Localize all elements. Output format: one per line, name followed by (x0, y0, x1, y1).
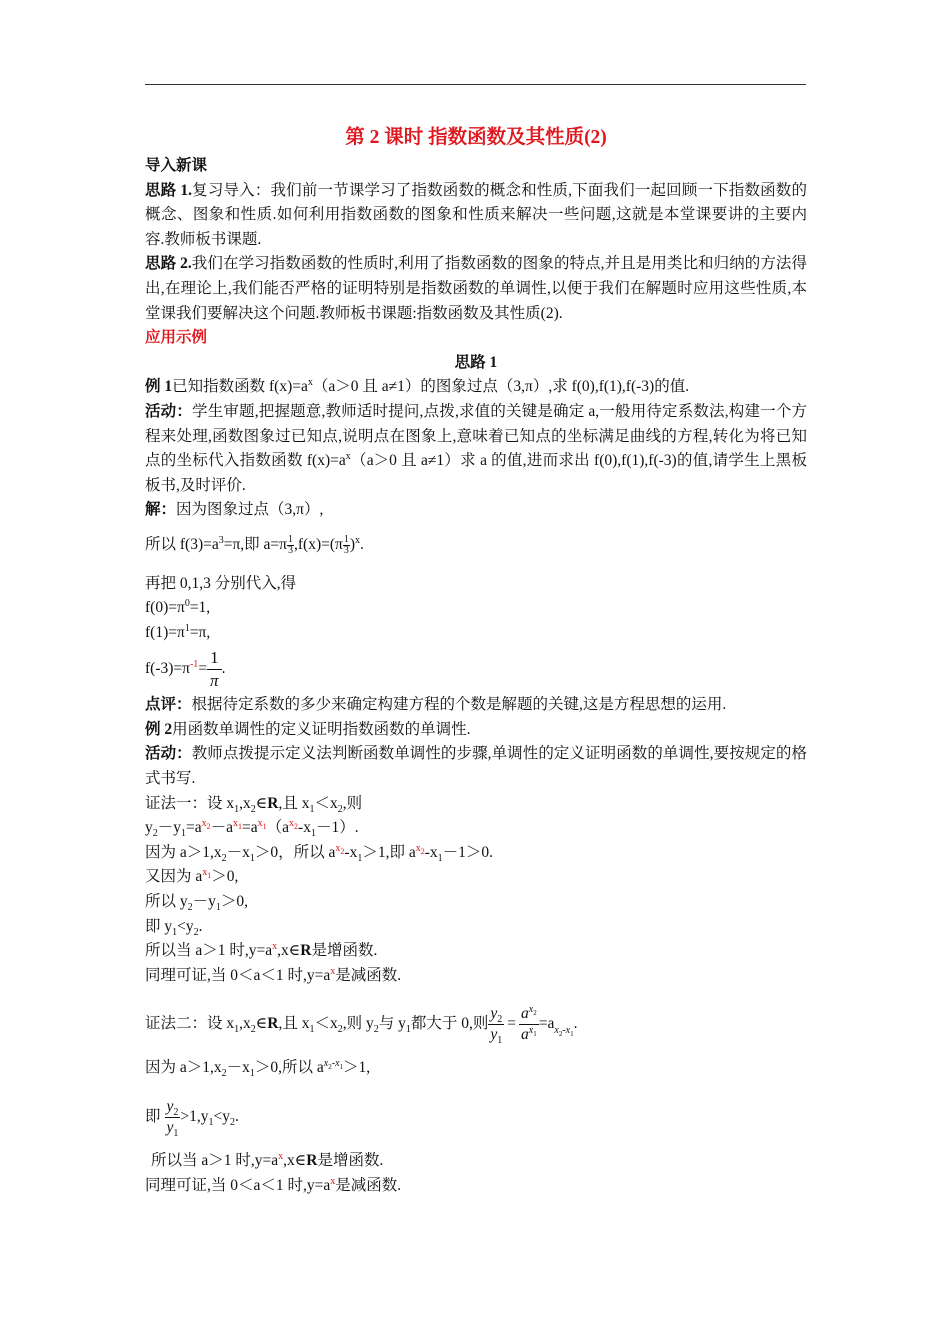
p2-l3-b: >1,y (180, 1108, 209, 1125)
p1-l4-exp-x: x (202, 867, 208, 879)
p2-fa-den-exp (528, 1025, 537, 1039)
p1-l2-g: -x (298, 819, 311, 837)
ex1-frac-den-2: 3 (343, 544, 349, 556)
p1-l7-b: ,x∈ (277, 942, 301, 960)
p2-l4-b: ,x∈ (283, 1152, 307, 1169)
p1-l1-c: ∈ (255, 794, 268, 812)
p1-l6-a: 即 y (145, 917, 173, 935)
p1-l1-e: ＜x (314, 794, 338, 812)
ex1-fm3-b: = (198, 660, 208, 678)
p1-l3-c: ＞0，所以 a (254, 843, 336, 861)
p1-l3-exp2-s: 2 (420, 846, 425, 856)
ex1-f1 (145, 621, 807, 646)
p2-l2-c: ＞0,所以 a (254, 1059, 324, 1077)
p2-ed-s1: 1 (570, 1029, 574, 1038)
p1-l2-exp4-s: 2 (294, 822, 299, 832)
ex1-comment-text: 根据待定系数的多少来确定构建方程的个数是解题的关键,这是方程思想的运用. (191, 696, 727, 714)
ex1-sup-3: 3 (218, 534, 224, 546)
ex1-fm3-c: . (221, 660, 226, 678)
p2-fy1-s: 1 (497, 1035, 503, 1047)
p2-frac-y-den (488, 1025, 504, 1045)
p1-l3-s1c: 1 (437, 852, 443, 864)
p1-l7-a: 所以当 a＞1 时,y=a (145, 942, 273, 960)
p2-l1-e: ＜x (314, 1015, 338, 1033)
p1-l7-sup: x (272, 941, 278, 953)
p2-l1-s1c: 1 (405, 1024, 411, 1036)
p2-l2-ex1: x (323, 1058, 329, 1070)
p2-frac-a-num (519, 1004, 539, 1025)
ex2-activity-text: 教师点拨提示定义法判断函数单调性的步骤,单调性的定义证明函数的单调性,要按规定的格式书写. (145, 745, 807, 788)
p2-l2-edash: - (331, 1058, 336, 1070)
p2-l3-fy2-s: 2 (173, 1107, 179, 1119)
p1-l1-s1b: 1 (309, 803, 315, 815)
p2-l1-s2c: 2 (373, 1024, 379, 1036)
p2-l5-a: 同理可证,当 0＜a＜1 时,y=a (145, 1176, 331, 1194)
p1-l6-s2: 2 (193, 926, 199, 938)
p1-l4-a: 又因为 a (145, 868, 203, 886)
p2-l2-s1: 1 (249, 1068, 255, 1080)
p2-l2-d: ＞1, (343, 1059, 371, 1077)
example-1-label: 例 1 (145, 378, 173, 396)
example-1-solution (145, 498, 807, 523)
p1-l2-exp3-s: 1 (262, 822, 267, 832)
p2-l3-fy1-s: 1 (173, 1128, 179, 1140)
p1-l2-exp1 (201, 818, 211, 832)
idea-1-label: 思路 1. (145, 181, 192, 199)
proof2-line4 (145, 1149, 807, 1174)
proof1-line4 (145, 865, 807, 890)
p2-fy2-s: 2 (497, 1014, 503, 1026)
p1-l3-exp1-x: x (335, 842, 341, 854)
p2-exp-diff (554, 1025, 573, 1036)
ex1-so-b: =π,即 a=π (223, 535, 287, 553)
p1-l2-b: －y (157, 819, 182, 837)
p1-l2-f: （a (266, 819, 290, 837)
p2-l3-d: . (235, 1108, 239, 1125)
proof2-line3 (145, 1095, 807, 1139)
p1-l5-a: 所以 y (145, 893, 188, 911)
proof2-line5 (145, 1174, 807, 1199)
p1-l1-s2b: 2 (337, 803, 343, 815)
p2-fy1: y (490, 1026, 498, 1044)
p2-l3-c: <y (213, 1108, 231, 1125)
p1-l2-exp1-s: 2 (206, 822, 211, 832)
p2-ed-x2: x (565, 1024, 571, 1036)
ex1-text-b: （a＞0 且 a≠1）的图象过点（3,π）,求 f(0),f(1),f(-3)的值. (312, 378, 690, 396)
ex1-f0 (145, 596, 807, 621)
p2-l2-es2: 2 (328, 1063, 332, 1072)
p2-eq: = (507, 1015, 517, 1033)
p2-fa-den-x: x (528, 1025, 534, 1037)
p1-l3-a: 因为 a＞1,x (145, 843, 222, 861)
p2-l1-a: 证法二：设 x (145, 1015, 235, 1033)
p2-fa-den: a (521, 1026, 529, 1044)
p1-l2-a: y (145, 819, 153, 837)
example-2-statement (145, 718, 807, 743)
ex1-sup-0: 0 (184, 597, 190, 609)
proof1-line8 (145, 964, 807, 989)
p1-l5-s2: 2 (187, 902, 193, 914)
ex1-frac-1 (287, 535, 294, 556)
p1-l7-c: 是增函数. (311, 942, 378, 960)
p2-l3-s2: 2 (230, 1117, 236, 1129)
ex1-frac-num-1: 1 (288, 533, 293, 545)
p2-l4-c: 是增函数. (317, 1152, 384, 1169)
page-title: 第 2 课时 指数函数及其性质(2) (345, 127, 607, 148)
example-2-label: 例 2 (145, 720, 173, 738)
p1-l2-exp4 (289, 818, 299, 832)
document-body (145, 124, 807, 1198)
p2-l3-frac (165, 1097, 181, 1138)
p2-l5-sup: x (330, 1175, 336, 1187)
intro-heading: 导入新课 (145, 157, 208, 174)
proof1-line3 (145, 841, 807, 866)
p1-l6-b: <y (177, 917, 194, 935)
ex1-sup-x: x (307, 377, 313, 389)
p1-l1-a: 证法一：设 x (145, 794, 235, 812)
p2-l3-a: 即 (145, 1108, 161, 1125)
p1-l3-exp1-s: 2 (340, 846, 345, 856)
ex1-solution-label: 解： (145, 501, 177, 519)
p1-l2-exp2-x: x (233, 818, 239, 830)
p1-l2-exp2 (233, 818, 243, 832)
p1-l2-c: =a (186, 819, 202, 837)
p2-l1-s2: 2 (250, 1024, 256, 1036)
ex1-activity-text-b: （a＞0 且 a≠1）求 a 的值,进而求出 f(0),f(1),f(-3)的值,请学生上黑板板书,及时评价. (145, 452, 808, 494)
p1-l2-s1b: 1 (310, 828, 316, 840)
p2-eq2: =a (538, 1015, 555, 1033)
p2-l4-sup: x (278, 1150, 284, 1162)
p1-l6-c: . (198, 917, 203, 935)
idea-1-paragraph (145, 179, 807, 253)
proof1-line2 (145, 816, 807, 841)
example-1-activity (145, 400, 807, 498)
proof1-line5 (145, 890, 807, 915)
p2-l3-frac-num (165, 1097, 181, 1118)
p2-l1-h: 都大于 0,则 (410, 1015, 489, 1033)
p1-l5-c: ＞0, (220, 893, 249, 911)
ex2-activity-label: 活动： (145, 745, 192, 763)
p1-l7-R: R (300, 942, 312, 960)
p1-l1-d: ,且 x (278, 794, 310, 812)
proof1-line1 (145, 792, 807, 817)
apply-heading: 应用示例 (145, 329, 208, 347)
p1-l1-s2: 2 (250, 803, 256, 815)
p2-frac-y-num (488, 1004, 504, 1025)
ex1-solution-text: 因为图象过点（3,π）, (176, 501, 324, 519)
p1-l3-exp2 (416, 843, 425, 854)
p1-l1-R: R (267, 794, 279, 812)
p2-l3-s1: 1 (208, 1117, 214, 1129)
ex1-f0-b: =1, (189, 599, 211, 617)
p2-l1-s1: 1 (234, 1024, 240, 1036)
p1-l3-s2: 2 (221, 852, 227, 864)
p1-l1-s1: 1 (234, 803, 240, 815)
ex1-sup-m1: -1 (189, 659, 199, 671)
p2-l1-f: ,则 y (342, 1015, 374, 1033)
p1-l1-b: ,x (239, 794, 251, 812)
ex1-sup-1: 1 (184, 622, 190, 634)
p1-l3-b: －x (226, 843, 250, 861)
ex1-substitute: 再把 0,1,3 分别代入,得 (145, 574, 297, 592)
p1-l5-s1: 1 (215, 902, 221, 914)
p1-l2-h: －1）. (315, 819, 359, 837)
p1-l3-s1: 1 (249, 852, 255, 864)
ex1-frac-2 (343, 535, 350, 556)
p2-l1-b: ,x (239, 1015, 251, 1033)
idea-2-paragraph (145, 252, 807, 326)
p1-l2-exp4-x: x (289, 818, 295, 830)
section-heading: 思路 1 (454, 353, 498, 371)
ex1-fm3-a: f(-3)=π (145, 660, 190, 678)
p2-fa-num-exp (528, 1004, 537, 1018)
p2-l1-c: ∈ (255, 1015, 268, 1033)
p2-dot: . (573, 1015, 578, 1033)
ex1-text-a: 已知指数函数 f(x)=a (172, 378, 308, 396)
header-rule (145, 84, 806, 85)
p1-l4-exp-s: 1 (207, 871, 212, 881)
p1-l3-g: －1＞0. (442, 843, 494, 861)
p2-l4-a: 所以当 a＞1 时,y=a (151, 1152, 279, 1169)
ex1-big-frac (207, 647, 222, 692)
ex1-activity-label: 活动： (145, 402, 193, 420)
ex1-big-num: 1 (207, 647, 222, 670)
p2-l2-es1: 1 (339, 1063, 344, 1072)
example-2-activity (145, 742, 807, 791)
p2-l2-s2: 2 (221, 1068, 227, 1080)
p2-fa-num-x: x (528, 1004, 534, 1016)
p2-l2-b: －x (226, 1059, 250, 1077)
p1-l8-a: 同理可证,当 0＜a＜1 时,y=a (145, 966, 331, 984)
p1-l2-exp2-s: 1 (238, 822, 243, 832)
ex1-frac-num-2: 1 (343, 533, 349, 545)
proof1-line6 (145, 915, 807, 940)
p2-fa-den-s: 1 (533, 1030, 537, 1039)
ex1-so-c: ,f(x)=(π (294, 535, 343, 553)
ex1-so-e: . (360, 535, 364, 553)
p1-l2-d: －a (210, 819, 234, 837)
ex1-so-line (145, 533, 807, 558)
p2-l3-frac-den (165, 1118, 181, 1138)
p1-l2-exp3 (257, 818, 267, 832)
p2-l3-fy1: y (166, 1118, 174, 1136)
p2-l1-g: 与 y (378, 1015, 406, 1033)
p1-l4-b: ＞0, (211, 868, 239, 886)
p2-l1-s2b: 2 (337, 1024, 343, 1036)
p2-l2-a: 因为 a＞1,x (145, 1059, 222, 1077)
ex1-comment-label: 点评： (145, 696, 192, 714)
p1-l1-f: ,则 (342, 794, 363, 812)
example-1-statement (145, 375, 807, 400)
p1-l3-e: ＞1,即 a (362, 843, 416, 861)
idea-1-text: 复习导入：我们前一节课学习了指数函数的概念和性质,下面我们一起回顾一下指数函数的概念、图象和性质.如何利用指数函数的图象和性质来解决一些问题,这就是本堂课要讲的主要内容.教师板书课题. (145, 181, 807, 248)
proof1-line7 (145, 939, 807, 964)
p2-l2-ex2: x (335, 1058, 340, 1070)
p2-l4-R: R (306, 1152, 318, 1169)
p1-l6-s1: 1 (172, 926, 178, 938)
p2-fa-num-s: 2 (533, 1009, 537, 1018)
ex1-activity-sup-x: x (345, 450, 351, 462)
ex1-so-sup-x: x (355, 534, 361, 546)
ex1-f0-a: f(0)=π (145, 599, 185, 617)
ex1-f1-a: f(1)=π (145, 623, 185, 641)
p1-l8-b: 是减函数. (335, 966, 402, 984)
ex1-frac-den-1: 3 (288, 544, 293, 556)
p2-ed-dash: - (562, 1024, 566, 1036)
p1-l2-exp1-x: x (201, 818, 207, 830)
ex1-big-den: π (210, 671, 219, 691)
ex1-activity-text-a: 学生审题,把握题意,教师适时提问,点拨,求值的关键是确定 a,一般用待定系数法,构建一个方程来处理,函数图象过已知点,说明点在图象上,意味着已知点的坐标满足曲线的方程,转化为将已知点的坐标代入指数函数 f(x)=a (145, 402, 807, 470)
ex2-text: 用函数单调性的定义证明指数函数的单调性. (172, 720, 471, 738)
proof2-line2 (145, 1056, 807, 1081)
p1-l2-exp3-x: x (257, 818, 263, 830)
p2-frac-y (488, 1004, 504, 1045)
idea-2-label: 思路 2. (145, 255, 192, 273)
ex1-fm3 (145, 645, 807, 693)
p2-l2-exp (323, 1058, 344, 1072)
p1-l3-d: -x (344, 843, 358, 861)
p1-l2-s2: 2 (152, 828, 158, 840)
p1-l5-b: －y (192, 893, 216, 911)
p2-fy2: y (490, 1005, 498, 1023)
p1-l2-s1: 1 (181, 828, 187, 840)
p1-l3-s1b: 1 (357, 852, 363, 864)
p2-l1-s1b: 1 (309, 1024, 315, 1036)
ex1-so-d: ) (349, 535, 356, 553)
p2-l3-fy2: y (166, 1097, 174, 1115)
p1-l3-exp2-x: x (415, 842, 421, 854)
p1-l8-sup: x (330, 965, 336, 977)
p2-ed-x1: x (554, 1024, 559, 1036)
p2-frac-a (519, 1004, 539, 1045)
p2-l1-d: ,且 x (278, 1015, 310, 1033)
p2-frac-a-den (519, 1025, 539, 1045)
p2-l1-R: R (267, 1015, 279, 1033)
p2-l5-b: 是减函数. (335, 1176, 402, 1194)
ex1-so-a: 所以 f(3)=a (145, 535, 219, 553)
p1-l2-e: =a (242, 819, 258, 837)
idea-2-text: 我们在学习指数函数的性质时,利用了指数函数的图象的特点,并且是用类比和归纳的方法得出,在理论上,我们能否严格的证明特别是指数函数的单调性,以便于我们在解题时应用这些性质,本堂课我们要解决这个问题.教师板书课题:指数函数及其性质(2). (145, 255, 807, 322)
ex1-comment (145, 693, 807, 718)
p2-fa-num: a (521, 1005, 529, 1023)
p2-ed-s2: 2 (558, 1029, 563, 1038)
p1-l3-f: -x (424, 843, 438, 861)
ex1-f1-b: =π, (189, 623, 211, 641)
proof2-line1 (145, 1002, 807, 1046)
p1-l4-exp (202, 867, 212, 881)
